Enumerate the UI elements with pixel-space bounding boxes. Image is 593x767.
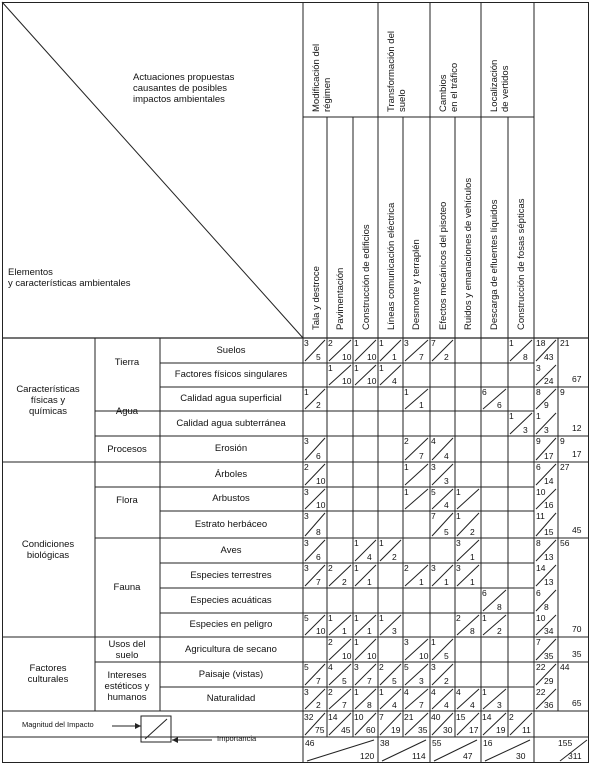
cell-importance: 8	[470, 626, 475, 636]
group-sum-magnitude: 55	[432, 738, 442, 748]
cell-importance: 3	[444, 476, 449, 486]
cell-magnitude: 6	[482, 588, 487, 598]
subcategory-label: Tierra	[114, 357, 140, 368]
elements-title-line: Elementos	[8, 267, 53, 278]
cell-importance: 10	[419, 651, 429, 661]
group-total-magnitude: 44	[560, 662, 570, 672]
cell-magnitude: 4	[431, 436, 436, 446]
cell-importance: 2	[470, 527, 475, 537]
row-total-importance: 8	[544, 602, 549, 612]
cell-magnitude: 5	[304, 662, 309, 672]
legend-magnitude: Magnitud del Impacto	[22, 720, 94, 729]
cell-magnitude: 3	[304, 436, 309, 446]
group-total-importance: 45	[572, 525, 582, 535]
row-label: Erosión	[214, 443, 248, 454]
row-total-importance: 29	[544, 676, 554, 686]
cell-magnitude: 3	[304, 338, 309, 348]
cell-magnitude: 1	[456, 511, 461, 521]
action-label: Descarga de efluentes líquidos	[489, 199, 500, 330]
category-label: Condiciones	[21, 538, 75, 550]
cell-magnitude: 1	[379, 613, 384, 623]
grid-line	[145, 719, 167, 739]
cell-magnitude: 1	[404, 387, 409, 397]
cell-magnitude: 2	[328, 563, 333, 573]
subcategory-label: Flora	[116, 494, 138, 506]
cell-magnitude: 3	[354, 662, 359, 672]
subcategory-label: suelo	[115, 649, 139, 661]
cell-magnitude: 1	[354, 613, 359, 623]
cell-magnitude: 1	[379, 363, 384, 373]
group-total-magnitude: 9	[560, 387, 565, 397]
cell-magnitude: 3	[456, 538, 461, 548]
group-label: Localización	[489, 59, 500, 112]
group-total-importance: 70	[572, 624, 582, 634]
column-total-importance: 35	[418, 725, 428, 735]
cell-importance: 7	[419, 700, 424, 710]
row-total-importance: 14	[544, 476, 554, 486]
cell-magnitude: 5	[404, 662, 409, 672]
cell-magnitude: 1	[354, 637, 359, 647]
category-label: Características	[16, 383, 80, 395]
row-label: Factores físicos singulares	[174, 369, 288, 380]
row-label: Paisaje (vistas)	[198, 668, 264, 680]
row-total-magnitude: 8	[536, 538, 541, 548]
cell-magnitude: 3	[431, 662, 436, 672]
cell-importance: 4	[444, 700, 449, 710]
row-total-magnitude: 8	[536, 387, 541, 397]
cell-magnitude: 2	[456, 613, 461, 623]
column-total-importance: 11	[522, 725, 531, 735]
cell-magnitude: 3	[304, 538, 309, 548]
cell-importance: 2	[392, 552, 397, 562]
group-total-importance: 12	[572, 423, 582, 433]
cell-importance: 3	[392, 626, 397, 636]
cell-importance: 4	[470, 700, 475, 710]
cell-importance: 6	[497, 400, 502, 410]
cell-importance: 5	[444, 527, 449, 537]
cell-importance: 2	[316, 700, 321, 710]
group-total-importance: 35	[572, 649, 582, 659]
cell-magnitude: 3	[404, 338, 409, 348]
row-total-magnitude: 9	[536, 436, 541, 446]
subcategory-label: estéticos y	[104, 681, 150, 692]
column-total-magnitude: 10	[354, 712, 364, 722]
action-label: Desmonte y terraplén	[411, 239, 422, 330]
row-total-importance: 24	[544, 376, 554, 386]
row-total-importance: 17	[544, 451, 554, 461]
cell-importance: 8	[497, 602, 502, 612]
group-label: Transformación del	[386, 31, 397, 112]
cell-magnitude: 2	[404, 563, 409, 573]
cell-magnitude: 3	[304, 511, 309, 521]
category-label: culturales	[27, 674, 69, 685]
cell-importance: 3	[523, 425, 528, 435]
row-label: Calidad agua subterránea	[176, 417, 286, 429]
grand-total-magnitude: 155	[558, 738, 573, 748]
cell-importance: 5	[316, 352, 321, 362]
cell-magnitude: 2	[379, 662, 384, 672]
cell-importance: 7	[316, 577, 321, 587]
row-label: Especies terrestres	[190, 569, 272, 581]
cell-importance: 10	[316, 500, 326, 510]
cell-importance: 2	[497, 626, 502, 636]
cell-importance: 5	[342, 676, 347, 686]
group-sum-importance: 47	[463, 751, 473, 761]
subcategory-label: Fauna	[113, 582, 141, 593]
row-total-magnitude: 3	[536, 363, 541, 373]
row-total-importance: 3	[544, 425, 549, 435]
cell-importance: 8	[523, 352, 528, 362]
legend-importance: Importancia	[217, 734, 257, 743]
row-total-magnitude: 22	[536, 687, 546, 697]
column-total-magnitude: 2	[509, 712, 514, 722]
cell-magnitude: 5	[431, 487, 436, 497]
subcategory-label: humanos	[107, 692, 147, 703]
cell-importance: 5	[444, 651, 449, 661]
cell-importance: 7	[316, 676, 321, 686]
row-total-importance: 13	[544, 552, 554, 562]
cell-magnitude: 1	[456, 487, 461, 497]
cell-magnitude: 5	[304, 613, 309, 623]
cell-magnitude: 1	[431, 637, 436, 647]
row-label: Árboles	[214, 468, 248, 480]
row-total-importance: 34	[544, 626, 554, 636]
cell-importance: 1	[470, 577, 475, 587]
row-total-magnitude: 18	[536, 338, 546, 348]
arrow-right-icon	[135, 723, 141, 729]
action-label: Líneas comunicación eléctrica	[386, 202, 397, 330]
cell-importance: 4	[367, 552, 372, 562]
column-total-importance: 45	[341, 725, 351, 735]
column-total-magnitude: 21	[404, 712, 414, 722]
row-total-importance: 13	[544, 577, 554, 587]
cell-magnitude: 1	[509, 411, 514, 421]
group-label: Cambios	[438, 74, 449, 112]
cell-importance: 6	[316, 451, 321, 461]
column-total-magnitude: 40	[431, 712, 441, 722]
action-label: Ruidos y emanaciones de vehículos	[463, 177, 474, 330]
cell-magnitude: 1	[328, 363, 333, 373]
cell-importance: 1	[444, 577, 449, 587]
row-total-importance: 16	[544, 500, 554, 510]
row-label: Calidad agua superficial	[180, 393, 282, 404]
cell-magnitude: 1	[354, 363, 359, 373]
row-label: Suelos	[216, 344, 246, 356]
cell-importance: 8	[367, 700, 372, 710]
group-label: suelo	[397, 89, 408, 112]
cell-magnitude: 1	[404, 462, 409, 472]
cell-importance: 2	[444, 352, 449, 362]
row-label: Agricultura de secano	[185, 643, 277, 655]
cell-importance: 4	[392, 376, 397, 386]
column-total-importance: 19	[496, 725, 506, 735]
action-label: Construcción de fosas sépticas	[516, 198, 527, 330]
group-total-magnitude: 56	[560, 538, 570, 548]
cell-magnitude: 2	[304, 462, 309, 472]
cell-magnitude: 3	[304, 563, 309, 573]
category-label: Factores	[29, 663, 67, 674]
group-total-magnitude: 27	[560, 462, 570, 472]
cell-importance: 1	[419, 577, 424, 587]
cell-magnitude: 6	[482, 387, 487, 397]
cell-magnitude: 4	[328, 662, 333, 672]
column-total-importance: 30	[443, 725, 453, 735]
row-total-importance: 43	[544, 352, 554, 362]
cell-importance: 1	[367, 577, 372, 587]
cell-importance: 10	[367, 376, 377, 386]
row-total-importance: 35	[544, 651, 554, 661]
group-sum-importance: 114	[412, 751, 426, 761]
column-total-magnitude: 14	[328, 712, 338, 722]
row-total-magnitude: 7	[536, 637, 541, 647]
cell-importance: 8	[316, 527, 321, 537]
group-total-importance: 17	[572, 449, 582, 459]
cell-importance: 1	[392, 352, 397, 362]
cell-magnitude: 1	[379, 338, 384, 348]
row-total-magnitude: 6	[536, 462, 541, 472]
cell-importance: 7	[367, 676, 372, 686]
cell-magnitude: 1	[379, 687, 384, 697]
column-total-importance: 60	[366, 725, 376, 735]
actions-title-line: Actuaciones propuestas	[133, 72, 235, 83]
cell-magnitude: 7	[431, 511, 436, 521]
cell-magnitude: 3	[431, 462, 436, 472]
column-total-magnitude: 14	[482, 712, 492, 722]
actions-title-line: impactos ambientales	[133, 94, 225, 105]
cell-magnitude: 3	[304, 487, 309, 497]
cell-magnitude: 7	[431, 338, 436, 348]
subcategory-label: Procesos	[107, 443, 147, 455]
cell-importance: 7	[419, 451, 424, 461]
cell-importance: 5	[392, 676, 397, 686]
row-total-magnitude: 1	[536, 411, 541, 421]
cell-importance: 7	[419, 352, 424, 362]
group-sum-magnitude: 46	[305, 738, 315, 748]
cell-importance: 1	[342, 626, 347, 636]
group-total-magnitude: 9	[560, 436, 565, 446]
cell-magnitude: 2	[328, 637, 333, 647]
cell-magnitude: 1	[354, 687, 359, 697]
cell-importance: 1	[367, 626, 372, 636]
elements-title-line: y características ambientales	[8, 278, 131, 289]
arrow-left-icon	[172, 737, 178, 743]
cell-magnitude: 2	[328, 687, 333, 697]
cell-magnitude: 3	[304, 687, 309, 697]
actions-title-line: causantes de posibles	[133, 83, 228, 94]
category-label: físicas y	[30, 394, 66, 406]
row-label: Aves	[220, 544, 242, 556]
row-total-magnitude: 10	[536, 613, 546, 623]
cell-magnitude: 1	[328, 613, 333, 623]
row-total-magnitude: 11	[536, 511, 545, 521]
cell-importance: 3	[419, 676, 424, 686]
cell-importance: 4	[444, 451, 449, 461]
cell-importance: 2	[316, 400, 321, 410]
cell-importance: 6	[316, 552, 321, 562]
row-label: Estrato herbáceo	[194, 518, 268, 530]
action-label: Tala y destroce	[311, 266, 322, 330]
group-total-magnitude: 21	[560, 338, 570, 348]
grand-total-importance: 311	[568, 751, 582, 761]
cell-magnitude: 1	[379, 538, 384, 548]
row-label: Especies acuáticas	[190, 594, 272, 606]
cell-importance: 7	[342, 700, 347, 710]
row-total-importance: 9	[544, 400, 549, 410]
group-total-importance: 67	[572, 374, 582, 384]
cell-importance: 10	[367, 352, 377, 362]
cell-importance: 4	[444, 500, 449, 510]
row-total-importance: 15	[544, 527, 554, 537]
cell-magnitude: 1	[509, 338, 514, 348]
action-label: Construcción de edificios	[361, 224, 372, 330]
cell-importance: 1	[470, 552, 475, 562]
column-total-importance: 17	[469, 725, 479, 735]
cell-magnitude: 4	[431, 687, 436, 697]
group-label: régimen	[322, 77, 333, 112]
subcategory-label: Agua	[115, 406, 139, 417]
cell-magnitude: 1	[304, 387, 309, 397]
cell-magnitude: 3	[456, 563, 461, 573]
subcategory-label: Intereses	[107, 670, 147, 681]
cell-importance: 1	[419, 400, 424, 410]
cell-importance: 10	[342, 376, 352, 386]
cell-importance: 3	[497, 700, 502, 710]
cell-magnitude: 3	[404, 637, 409, 647]
category-label: químicas	[28, 405, 68, 417]
column-total-importance: 75	[315, 725, 325, 735]
cell-importance: 2	[444, 676, 449, 686]
group-total-importance: 65	[572, 698, 582, 708]
group-sum-magnitude: 16	[483, 738, 493, 748]
cell-magnitude: 1	[354, 338, 359, 348]
action-label: Pavimentación	[335, 267, 346, 330]
cell-magnitude: 1	[354, 538, 359, 548]
cell-magnitude: 2	[404, 436, 409, 446]
action-label: Efectos mecánicos del pisoteo	[438, 201, 449, 330]
row-total-magnitude: 14	[536, 563, 546, 573]
group-label: de vertidos	[500, 65, 511, 112]
cell-importance: 10	[342, 352, 352, 362]
category-label: biológicas	[26, 549, 70, 561]
group-sum-magnitude: 38	[380, 738, 390, 748]
cell-magnitude: 1	[482, 613, 487, 623]
row-label: Naturalidad	[206, 693, 256, 704]
subcategory-label: Usos del	[108, 638, 146, 650]
row-total-importance: 36	[544, 700, 554, 710]
row-label: Especies en peligro	[189, 619, 273, 630]
group-sum-importance: 30	[516, 751, 526, 761]
cell-importance: 10	[342, 651, 352, 661]
cell-magnitude: 1	[404, 487, 409, 497]
cell-importance: 2	[342, 577, 347, 587]
group-label: en el tráfico	[449, 62, 460, 112]
column-total-importance: 19	[391, 725, 401, 735]
cell-importance: 10	[316, 626, 326, 636]
row-total-magnitude: 6	[536, 588, 541, 598]
column-total-magnitude: 7	[379, 712, 384, 722]
column-total-magnitude: 32	[304, 712, 314, 722]
cell-magnitude: 1	[482, 687, 487, 697]
cell-magnitude: 1	[354, 563, 359, 573]
row-total-magnitude: 22	[536, 662, 546, 672]
group-sum-importance: 120	[360, 751, 375, 761]
cell-magnitude: 2	[328, 338, 333, 348]
cell-magnitude: 4	[404, 687, 409, 697]
cell-importance: 10	[316, 476, 326, 486]
row-total-magnitude: 10	[536, 487, 546, 497]
cell-magnitude: 4	[456, 687, 461, 697]
group-label: Modificación del	[311, 43, 322, 112]
column-total-magnitude: 15	[456, 712, 466, 722]
cell-magnitude: 3	[431, 563, 436, 573]
row-label: Arbustos	[212, 493, 250, 504]
cell-importance: 10	[367, 651, 377, 661]
cell-importance: 4	[392, 700, 397, 710]
